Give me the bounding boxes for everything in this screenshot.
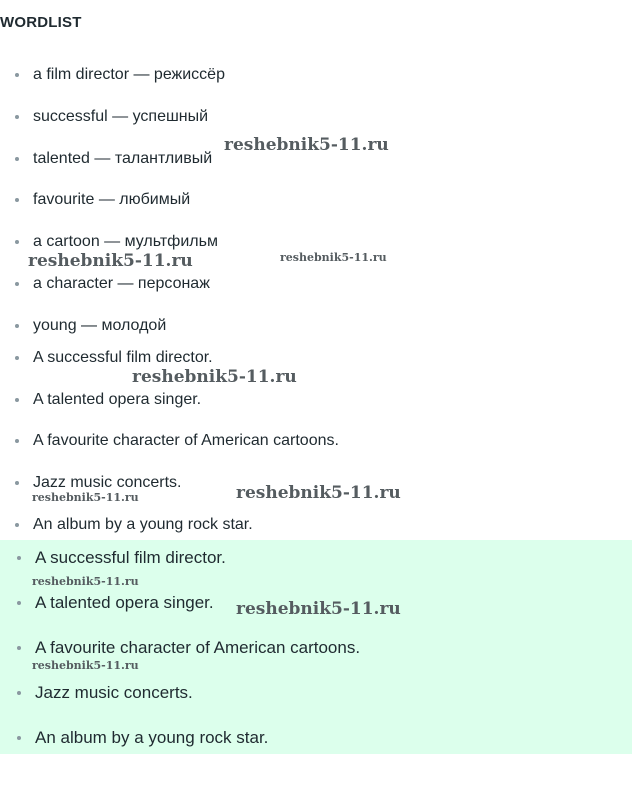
bullet-icon xyxy=(15,356,19,360)
list-item-text: young — молодой xyxy=(33,317,167,334)
watermark: reshebnik5-11.ru xyxy=(236,483,401,503)
list-item-text: A successful film director. xyxy=(33,349,213,366)
list-item-text: a film director — режиссёр xyxy=(33,66,225,83)
list-item-text: a character — персонаж xyxy=(33,275,210,292)
list-item-text: A talented opera singer. xyxy=(33,391,202,408)
bullet-icon xyxy=(15,198,19,202)
bullet-icon xyxy=(17,736,21,740)
list-item-text: Jazz music concerts. xyxy=(35,683,193,702)
bullet-icon xyxy=(15,115,19,119)
list-item-text: A successful film director. xyxy=(35,548,226,567)
watermark: reshebnik5-11.ru xyxy=(224,135,389,155)
answers-box xyxy=(0,540,632,754)
list-item-text: A favourite character of American cartoons. xyxy=(33,432,339,449)
list-item-text: successful — успешный xyxy=(33,108,209,125)
bullet-icon xyxy=(15,73,19,77)
bullet-icon xyxy=(15,240,19,244)
list-item-text: An album by a young rock star. xyxy=(33,516,253,533)
list-item-text: a cartoon — мультфильм xyxy=(33,233,218,250)
bullet-icon xyxy=(17,601,21,605)
bullet-icon xyxy=(15,523,19,527)
bullet-icon xyxy=(15,439,19,443)
bullet-icon xyxy=(15,282,19,286)
page-title: WORDLIST xyxy=(0,14,82,31)
list-item-text: A favourite character of American cartoons. xyxy=(35,638,361,657)
bullet-icon xyxy=(17,691,21,695)
bullet-icon xyxy=(15,324,19,328)
bullet-icon xyxy=(15,481,19,485)
list-item-text: favourite — любимый xyxy=(33,191,191,208)
watermark: reshebnik5-11.ru xyxy=(236,599,401,619)
watermark: reshebnik5-11.ru xyxy=(132,367,297,387)
bullet-icon xyxy=(15,157,19,161)
watermark: reshebnik5-11.ru xyxy=(28,251,193,271)
watermark: reshebnik5-11.ru xyxy=(32,491,139,504)
watermark: reshebnik5-11.ru xyxy=(32,575,139,588)
list-item-text: talented — талантливый xyxy=(33,150,213,167)
bullet-icon xyxy=(17,646,21,650)
list-item-text: A talented opera singer. xyxy=(35,593,214,612)
bullet-icon xyxy=(17,556,21,560)
list-item-text: An album by a young rock star. xyxy=(35,728,269,747)
bullet-icon xyxy=(15,398,19,402)
watermark: reshebnik5-11.ru xyxy=(32,659,139,672)
list-item-text: Jazz music concerts. xyxy=(33,474,182,491)
watermark: reshebnik5-11.ru xyxy=(280,251,387,264)
